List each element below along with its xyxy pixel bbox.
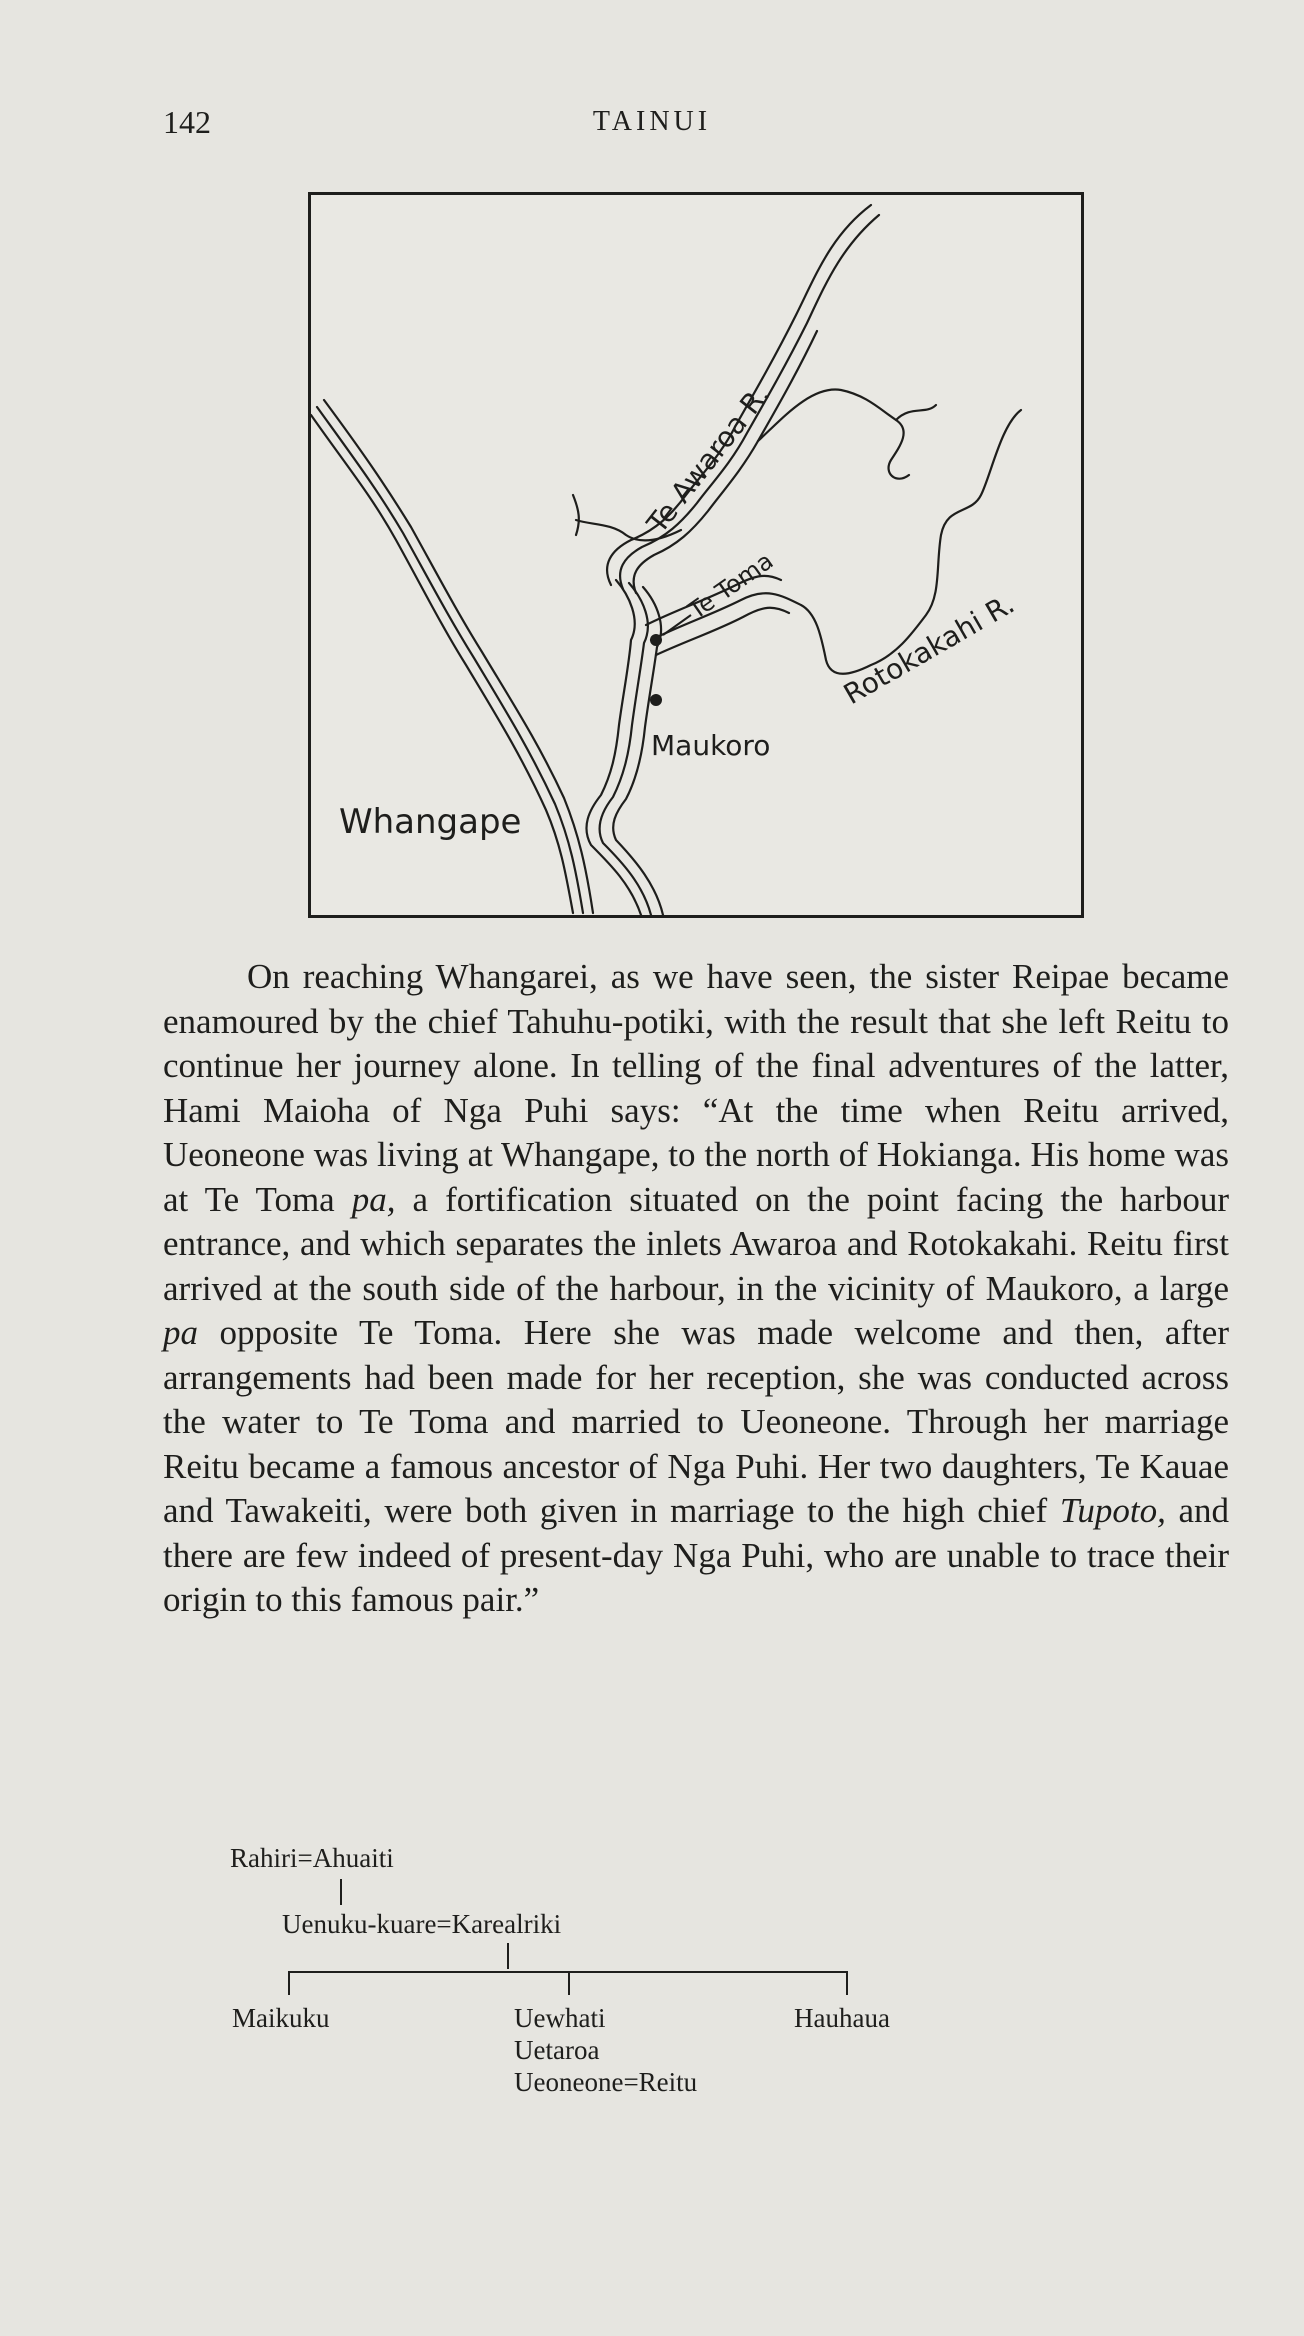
paragraph-1-italic-pa-1: pa, — [351, 1179, 396, 1219]
paragraph-1 — [163, 955, 1229, 1623]
maukoro-label: Maukoro — [651, 729, 771, 762]
genealogy-child-2: Uewhati — [514, 2003, 606, 2033]
te-toma-marker — [650, 634, 662, 646]
page-number: 142 — [163, 104, 211, 140]
genealogy-line-1 — [340, 1879, 342, 1905]
paragraph-1-part-1: On reaching Whangarei, as we have seen, the sister Reipae became enamoured by the chief Tahuhu-potiki, with the result that she left Reitu to continue her journey alone. In telling of the final adventures of the latter, Hami Maioha of Nga Puhi says: “At the time when Reitu arrived, Ueoneone was living at Whangape, to the north of Hokianga. His home was at Te Toma — [163, 957, 1229, 1219]
genealogy-gen1: Rahiri=Ahuaiti — [230, 1843, 394, 1873]
te-toma-label: Te Toma — [683, 546, 779, 625]
paragraph-1-part-4: and there are few indeed of present-day Nga Puhi, who are unable to trace their origin to this famous pair.” — [163, 1491, 1229, 1619]
map-drawing — [311, 195, 1081, 915]
body-text — [163, 955, 1229, 1623]
genealogy-line-right — [846, 1971, 848, 1995]
running-head: TAINUI — [592, 106, 712, 137]
paragraph-1-part-2: a fortification situated on the point facing the harbour entrance, and which separates the inlets Awaroa and Rotokakahi. Reitu first arrived at the south side of the harbour, in the vicinity of Maukoro, a large — [163, 1179, 1229, 1308]
rotokakahi-label: Rotokakahi R. — [838, 586, 1020, 712]
genealogy-child-1: Maikuku — [232, 2003, 330, 2033]
genealogy-line-left — [288, 1971, 290, 1995]
genealogy-child-3: Hauhaua — [794, 2003, 890, 2033]
whangape-label: Whangape — [339, 802, 522, 842]
map-figure — [308, 192, 1084, 918]
paragraph-1-part-3: opposite Te Toma. Here she was made welcome and then, after arrangements had been made for her reception, she was conducted across the water to Te Toma and married to Ueoneone. Through her marriage Reitu became a famous ancestor of Nga Puhi. Her two daughters, Te Kauae and Tawakeiti, were both given in marriage to the high chief — [163, 1313, 1229, 1530]
maukoro-marker — [650, 694, 662, 706]
genealogy-sub-1: Uetaroa — [514, 2035, 600, 2065]
paragraph-1-italic-tupoto: Tupoto, — [1059, 1491, 1166, 1530]
genealogy-table — [230, 1843, 970, 2113]
paragraph-1-italic-pa-2: pa — [163, 1313, 198, 1352]
genealogy-sub-2: Ueoneone=Reitu — [514, 2067, 698, 2097]
genealogy-line-2 — [507, 1943, 509, 1969]
genealogy-gen2: Uenuku-kuare=Karealriki — [282, 1909, 562, 1939]
te-awaroa-label: Te Awaroa R. — [640, 378, 777, 540]
genealogy-line-middle — [568, 1971, 570, 1995]
